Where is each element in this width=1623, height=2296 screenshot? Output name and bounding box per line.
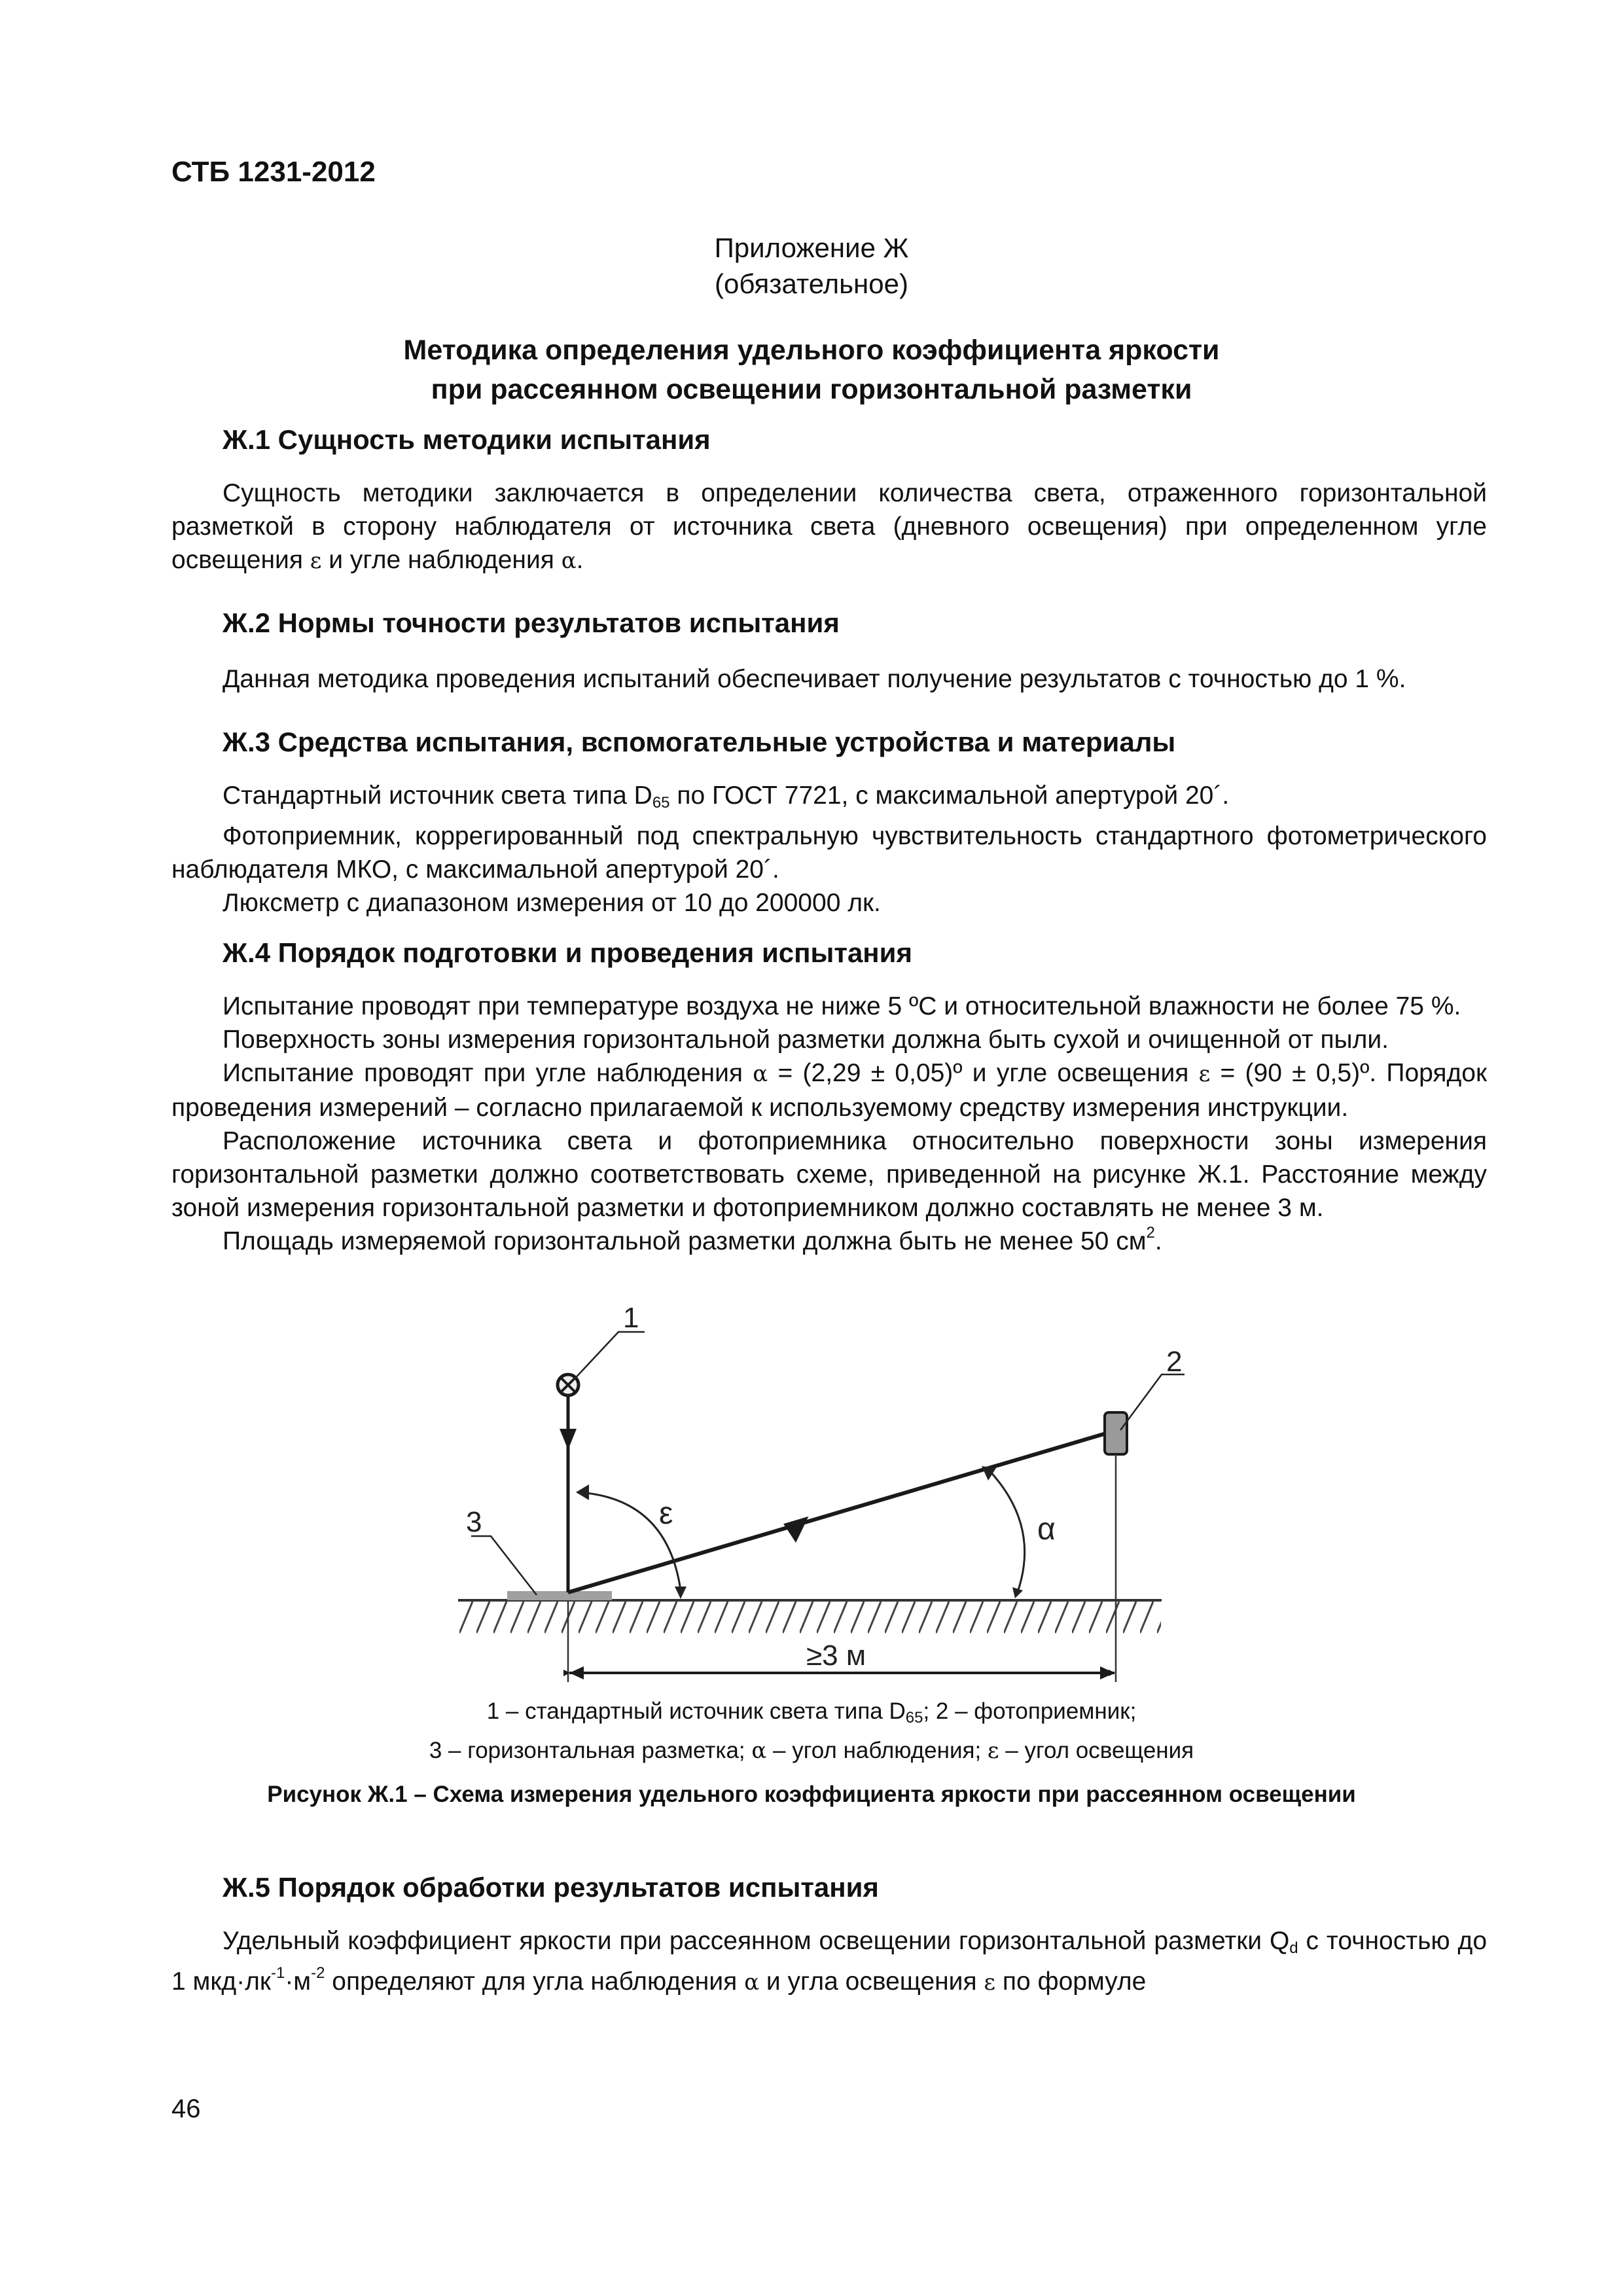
main-title-line-2: при рассеянном освещении горизонтальной разметки	[431, 374, 1192, 405]
alpha-label: α	[1037, 1512, 1056, 1547]
paragraph: Поверхность зоны измерения горизонтальной разметки должна быть сухой и очищенной от пыли.	[223, 1026, 1389, 1054]
photodetector-icon	[1105, 1412, 1127, 1454]
section-5-body	[171, 1924, 1487, 2000]
main-title-line-1: Методика определения удельного коэффициента яркости	[403, 334, 1220, 366]
paragraph: Данная методика проведения испытаний обеспечивает получение результатов с точностью до 1 %.	[223, 665, 1406, 693]
section-heading-5: Ж.5 Порядок обработки результатов испытания	[223, 1872, 879, 1903]
paragraph: Сущность методики заключается в определении количества света, отраженного горизонтальной разметкой в сторону наблюдателя от источника света (дневного освещения) при определенном угле освещения ε и угле наблюдения α.	[171, 479, 1487, 574]
paragraph: Испытание проводят при температуре воздуха не ниже 5 ºC и относительной влажности не более 75 %.	[223, 992, 1461, 1020]
legend-line-2: 3 – горизонтальная разметка; α – угол наблюдения; ε – угол освещения	[429, 1738, 1194, 1764]
distance-label: ≥3 м	[806, 1640, 866, 1672]
alpha-angle-arc	[988, 1469, 1025, 1592]
epsilon-arrow-top	[576, 1484, 589, 1500]
ground-hatching	[459, 1602, 1161, 1634]
annex-type: (обязательное)	[715, 268, 908, 299]
epsilon-label: ε	[659, 1496, 673, 1531]
section-heading-3: Ж.3 Средства испытания, вспомогательные устройства и материалы	[223, 726, 1176, 757]
leader-line-3	[471, 1536, 537, 1595]
legend-line-1: 1 – стандартный источник света типа $D_{65}$; 2 – фотоприемник;	[486, 1698, 1137, 1727]
epsilon-arrow-bottom	[675, 1587, 687, 1599]
label-3: 3	[466, 1506, 482, 1538]
figure-legend	[0, 1695, 1623, 1767]
figure-caption: Рисунок Ж.1 – Схема измерения удельного коэффициента яркости при рассеянном освещении	[267, 1782, 1356, 1807]
paragraph: Испытание проводят при угле наблюдения α = (2,29 ± 0,05)º и угле освещения ε = (90 ± 0,5)º. Порядок проведения измерений – согласно прилагаемой к используемому средству измерения инструкции.	[171, 1059, 1488, 1122]
paragraph: Люксметр с диапазоном измерения от 10 до 200000 лк.	[223, 889, 881, 917]
annex-title: Приложение Ж	[714, 232, 909, 263]
section-heading-4: Ж.4 Порядок подготовки и проведения испытания	[223, 937, 912, 968]
incident-arrowhead	[560, 1429, 577, 1450]
paragraph: Стандартный источник света типа $D_{65}$ по ГОСТ 7721, с максимальной апертурой 20´.	[223, 781, 1230, 812]
alpha-arrow-bottom	[1012, 1587, 1023, 1598]
document-id: СТБ 1231-2012	[171, 156, 376, 188]
leader-line-2	[1120, 1374, 1185, 1430]
section-heading-2: Ж.2 Нормы точности результатов испытания	[223, 607, 840, 638]
paragraph: Фотоприемник, коррегированный под спектральную чувствительность стандартного фотометрического наблюдателя МКО, с максимальной апертурой 20´.	[171, 822, 1487, 884]
dimension-arrow-left	[569, 1666, 584, 1679]
reflected-ray	[568, 1433, 1106, 1592]
paragraph: Удельный коэффициент яркости при рассеянном освещении горизонтальной разметки $Q_d$ с точностью до 1 $мкд\cdot лк^{-1}\cdot м^{-2}$ определяют для угла наблюдения α и угла освещения ε по формуле	[171, 1927, 1488, 1996]
paragraph: Площадь измеряемой горизонтальной разметки должна быть не менее 50 $см^2$.	[223, 1224, 1162, 1255]
alpha-arrow-top	[982, 1466, 996, 1480]
page-number: 46	[171, 2094, 201, 2123]
dimension-arrow-right	[1100, 1666, 1115, 1679]
leader-line-1	[571, 1332, 645, 1382]
label-1: 1	[623, 1302, 639, 1334]
marking-sample	[507, 1591, 612, 1600]
paragraph: Расположение источника света и фотоприемника относительно поверхности зоны измерения горизонтальной разметки должно соответствовать схеме, приведенной на рисунке Ж.1. Расстояние между зоной измерения горизонтальной разметки и фотоприемником должно составлять не менее 3 м.	[171, 1127, 1487, 1222]
section-heading-1: Ж.1 Сущность методики испытания	[223, 424, 711, 455]
label-2: 2	[1166, 1346, 1183, 1378]
